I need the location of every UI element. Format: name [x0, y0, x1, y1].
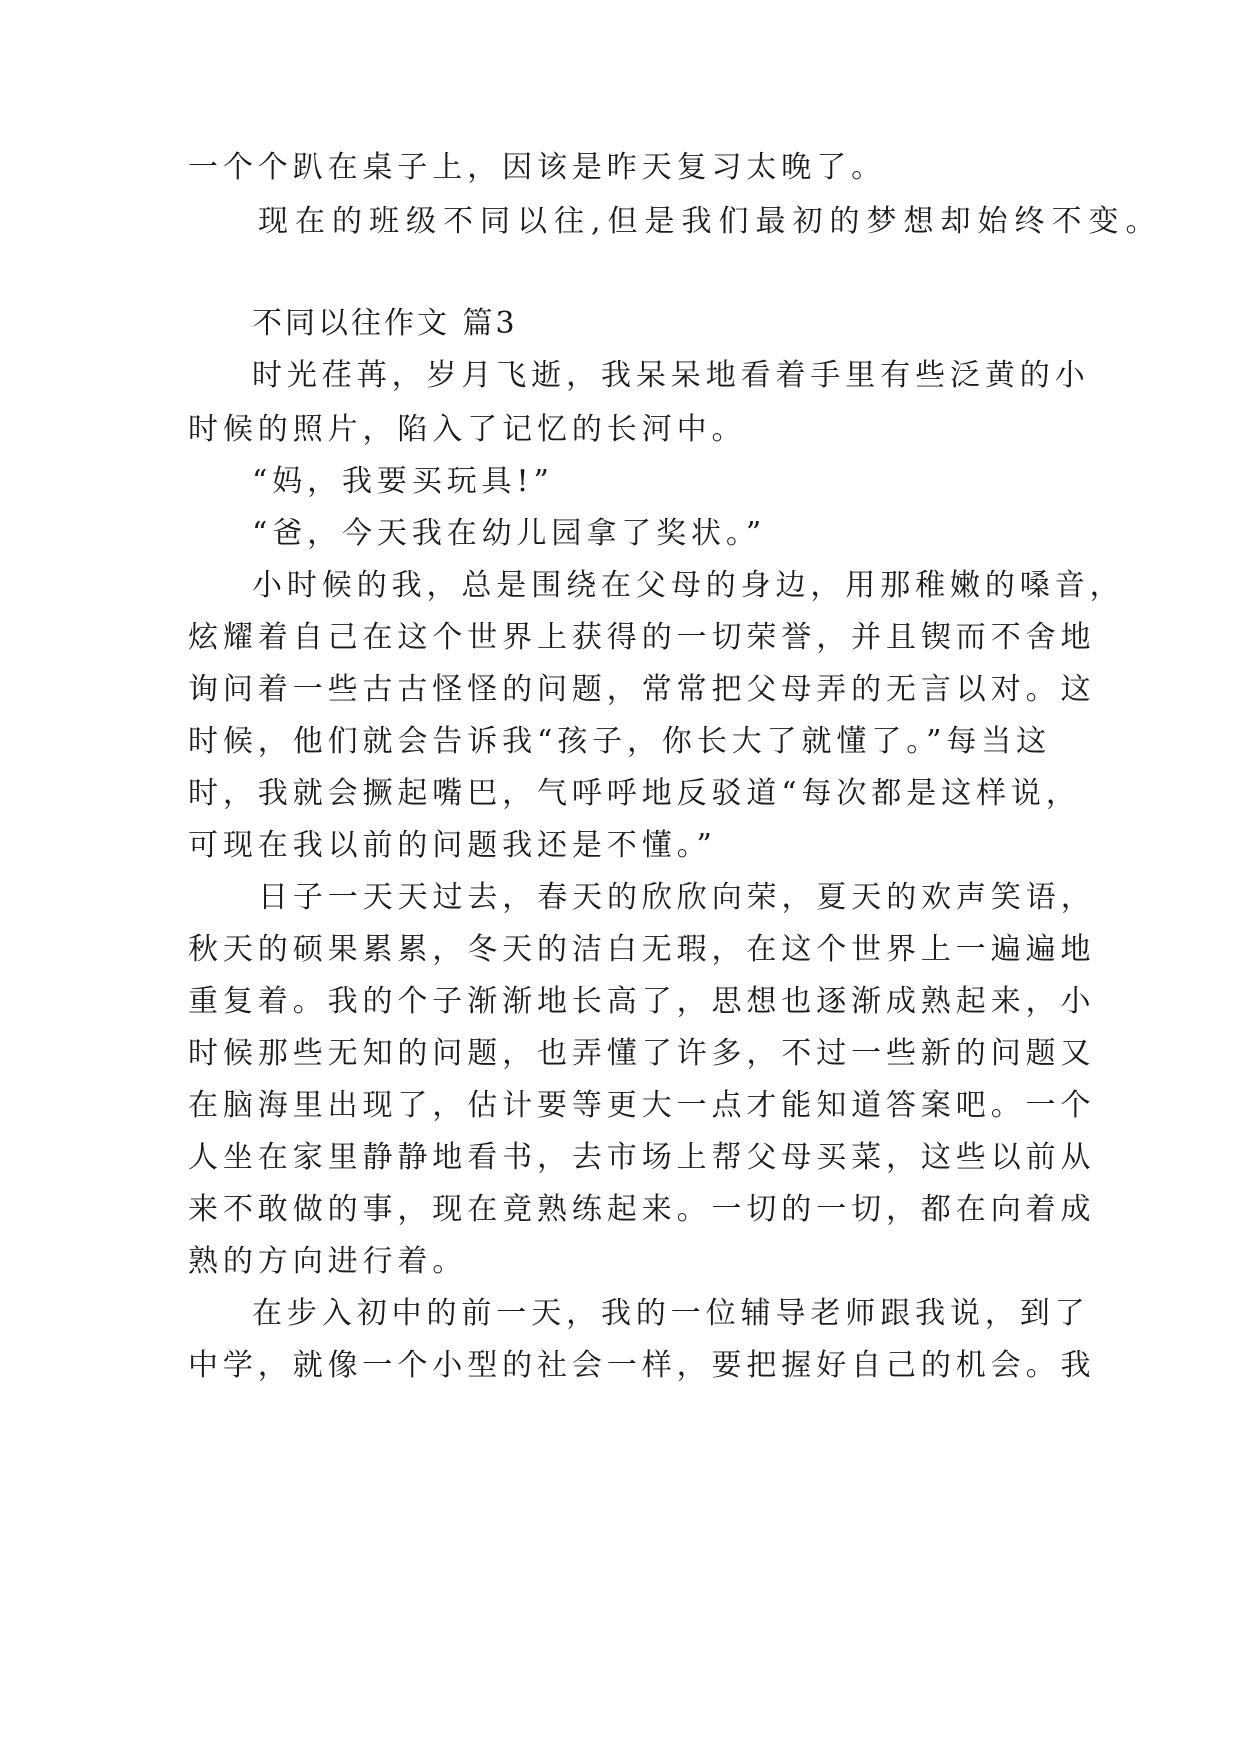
text-line: 时，我就会撅起嘴巴，气呼呼地反驳道“每次都是这样说， [188, 776, 1081, 811]
text-line: 时光荏苒，岁月飞逝，我呆呆地看着手里有些泛黄的小 [252, 358, 1090, 393]
text-line: 时候的照片，陷入了记忆的长河中。 [188, 412, 747, 447]
text-line: “妈，我要买玩具!” [252, 464, 554, 499]
text-line: 来不敢做的事，现在竟熟练起来。一切的一切，都在向着成 [188, 1192, 1096, 1227]
text-line: 一个个趴在桌子上，因该是昨天复习太晚了。 [188, 150, 886, 185]
text-line: 熟的方向进行着。 [188, 1244, 468, 1279]
text-line: 人坐在家里静静地看书，去市场上帮父母买菜，这些以前从 [188, 1140, 1096, 1175]
text-line: 询问着一些古古怪怪的问题，常常把父母弄的无言以对。这 [188, 672, 1096, 707]
text-line: “爸，今天我在幼儿园拿了奖状。” [252, 516, 767, 551]
text-line: 日子一天天过去，春天的欣欣向荣，夏天的欢声笑语， [258, 880, 1096, 915]
section-heading: 不同以往作文 篇3 [252, 306, 518, 341]
text-line: 现在的班级不同以往,但是我们最初的梦想却始终不变。 [258, 204, 1163, 239]
text-line: 时候，他们就会告诉我“孩子，你长大了就懂了。”每当这 [188, 724, 1052, 759]
text-line: 中学，就像一个小型的社会一样，要把握好自己的机会。我 [188, 1348, 1096, 1383]
text-line: 秋天的硕果累累，冬天的洁白无瑕，在这个世界上一遍遍地 [188, 932, 1096, 967]
text-line: 重复着。我的个子渐渐地长高了，思想也逐渐成熟起来，小 [188, 984, 1096, 1019]
text-line: 炫耀着自己在这个世界上获得的一切荣誉，并且锲而不舍地 [188, 620, 1096, 655]
text-line: 小时候的我，总是围绕在父母的身边，用那稚嫩的嗓音， [252, 568, 1125, 603]
text-line: 可现在我以前的问题我还是不懂。” [188, 828, 717, 863]
text-line: 在脑海里出现了，估计要等更大一点才能知道答案吧。一个 [188, 1088, 1096, 1123]
text-line: 时候那些无知的问题，也弄懂了许多，不过一些新的问题又 [188, 1036, 1096, 1071]
text-line: 在步入初中的前一天，我的一位辅导老师跟我说，到了 [252, 1296, 1090, 1331]
